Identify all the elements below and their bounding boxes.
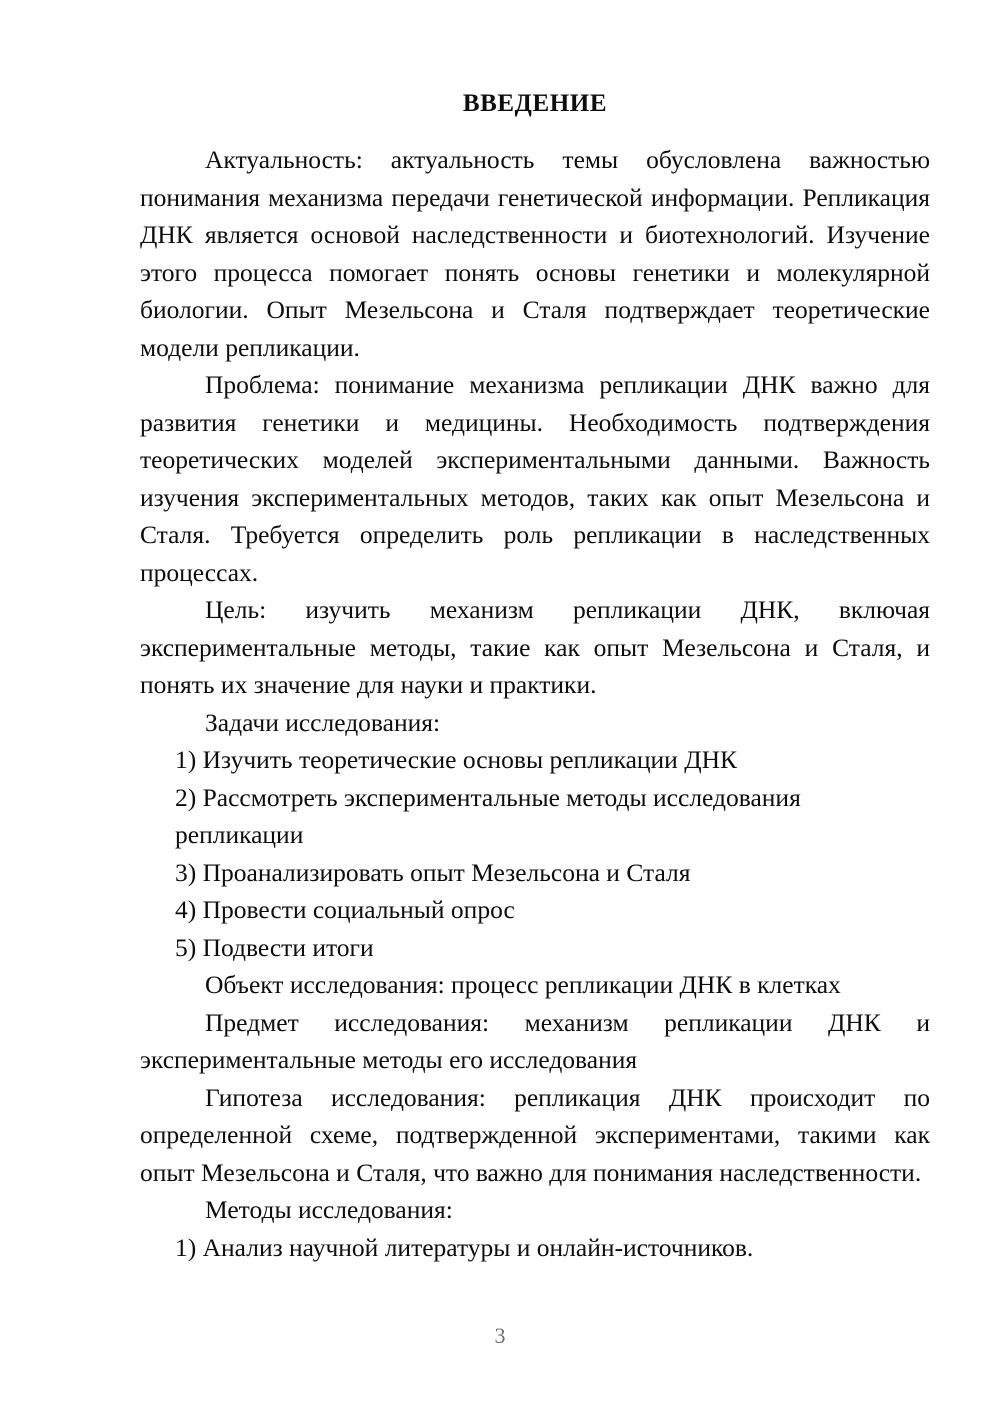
list-item: 2) Рассмотреть экспериментальные методы исследования репликации — [175, 782, 801, 850]
page-number: 3 — [494, 1323, 506, 1348]
paragraph-subject: Предмет исследования: механизм репликации ДНК и экспериментальные методы его исследования — [140, 1007, 930, 1075]
list-item: 3) Проанализировать опыт Мезельсона и Сталя — [175, 857, 691, 887]
list-item: 5) Подвести итоги — [175, 932, 374, 962]
list-item: 4) Провести социальный опрос — [175, 895, 515, 925]
paragraph-hypothesis: Гипотеза исследования: репликация ДНК происходит по определенной схеме, подтвержденной экспериментами, такими как опыт Мезельсона и Сталя, что важно для понимания наследственности. — [140, 1082, 930, 1187]
document-body — [140, 88, 930, 1266]
methods-heading: Методы исследования: — [205, 1195, 453, 1225]
paragraph-object: Объект исследования: процесс репликации ДНК в клетках — [205, 970, 841, 1000]
list-item: 1) Анализ научной литературы и онлайн-источников. — [175, 1232, 754, 1262]
page-title: ВВЕДЕНИЕ — [462, 90, 608, 117]
paragraph-relevance: Актуальность: актуальность темы обусловлена важностью понимания механизма передачи генетической информации. Репликация ДНК является основой наследственности и биотехнологий. Изучение этого процесса помогает понять основы генетики и молекулярной биологии. Опыт Мезельсона и Сталя подтверждает теоретические модели репликации. — [140, 145, 930, 362]
paragraph-goal: Цель: изучить механизм репликации ДНК, включая экспериментальные методы, такие как опыт Мезельсона и Сталя, и понять их значение для науки и практики. — [140, 595, 930, 700]
tasks-heading: Задачи исследования: — [205, 707, 441, 737]
list-item: 1) Изучить теоретические основы репликации ДНК — [175, 745, 738, 775]
paragraph-problem: Проблема: понимание механизма репликации ДНК важно для развития генетики и медицины. Необходимость подтверждения теоретических моделей экспериментальными данными. Важность изучения экспериментальных методов, таких как опыт Мезельсона и Сталя. Требуется определить роль репликации в наследственных процессах. — [140, 370, 930, 587]
